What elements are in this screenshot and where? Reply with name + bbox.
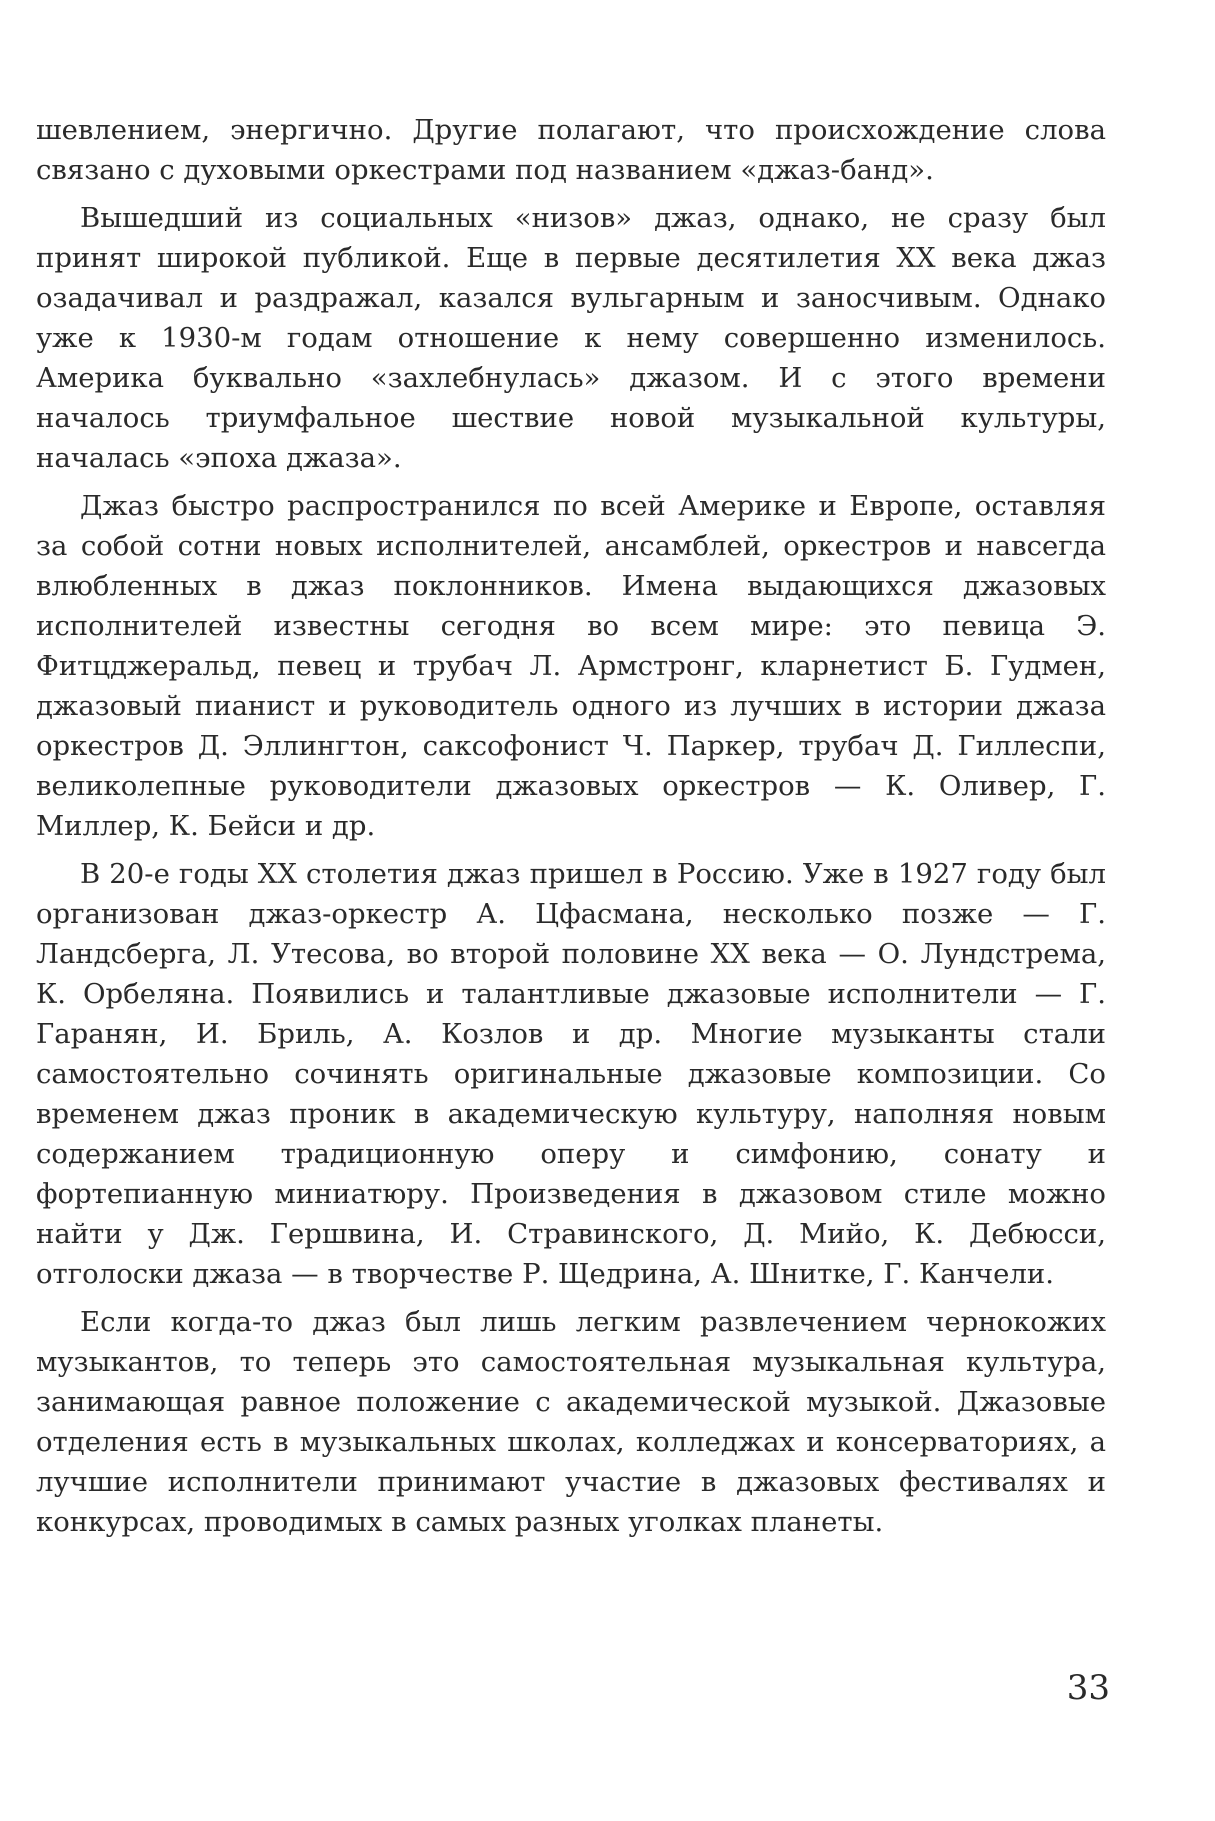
paragraph-continued: шевлением, энергично. Другие полагают, что происхождение слова связано с духовыми оркестрами под названием «джаз-банд». [36,114,1106,186]
paragraph-spread-performers: Джаз быстро распространился по всей Америке и Европе, оставляя за собой сотни новых исполнителей, ансамблей, оркестров и навсегда влюбленных в джаз поклонников. Имена выдающихся джазовых исполнителей известны сегодня во всем мире: это певица Э. Фитцджеральд, певец и трубач Л. Армстронг, кларнетист Б. Гудмен, джазовый пианист и руководитель одного из лучших в истории джаза оркестров Д. Эллингтон, саксофонист Ч. Паркер, трубач Д. Гиллеспи, великолепные руководители джазовых оркестров — К. Оливер, Г. Миллер, К. Бейси и др. [36,490,1106,842]
paragraph-social-origins: Вышедший из социальных «низов» джаз, однако, не сразу был принят широкой публикой. Еще в первые десятилетия XX века джаз озадачивал и раздражал, казался вульгарным и заносчивым. Однако уже к 1930-м годам отношение к нему совершенно изменилось. Америка буквально «захлебнулась» джазом. И с этого времени началось триумфальное шествие новой музыкальной культуры, началась «эпоха джаза». [36,202,1106,474]
paragraph-jazz-in-russia: В 20-е годы XX столетия джаз пришел в Россию. Уже в 1927 году был организован джаз-оркестр А. Цфасмана, несколько позже — Г. Ландсберга, Л. Утесова, во второй половине XX века — О. Лундстрема, К. Орбеляна. Появились и талантливые джазовые исполнители — Г. Гаранян, И. Бриль, А. Козлов и др. Многие музыканты стали самостоятельно сочинять оригинальные джазовые композиции. Со временем джаз проник в академическую культуру, наполняя новым содержанием традиционную оперу и симфонию, сонату и фортепианную миниатюру. Произведения в джазовом стиле можно найти у Дж. Гершвина, И. Стравинского, Д. Мийо, К. Дебюсси, отголоски джаза — в творчестве Р. Щедрина, А. Шнитке, Г. Канчели. [36,858,1106,1290]
page-body [36,110,1106,1550]
paragraph-jazz-today: Если когда-то джаз был лишь легким развлечением чернокожих музыкантов, то теперь это самостоятельная музыкальная культура, занимающая равное положение с академической музыкой. Джазовые отделения есть в музыкальных школах, колледжах и консерваториях, а лучшие исполнители принимают участие в джазовых фестивалях и конкурсах, проводимых в самых разных уголках планеты. [36,1306,1106,1538]
page-number: 33 [1066,1668,1110,1708]
